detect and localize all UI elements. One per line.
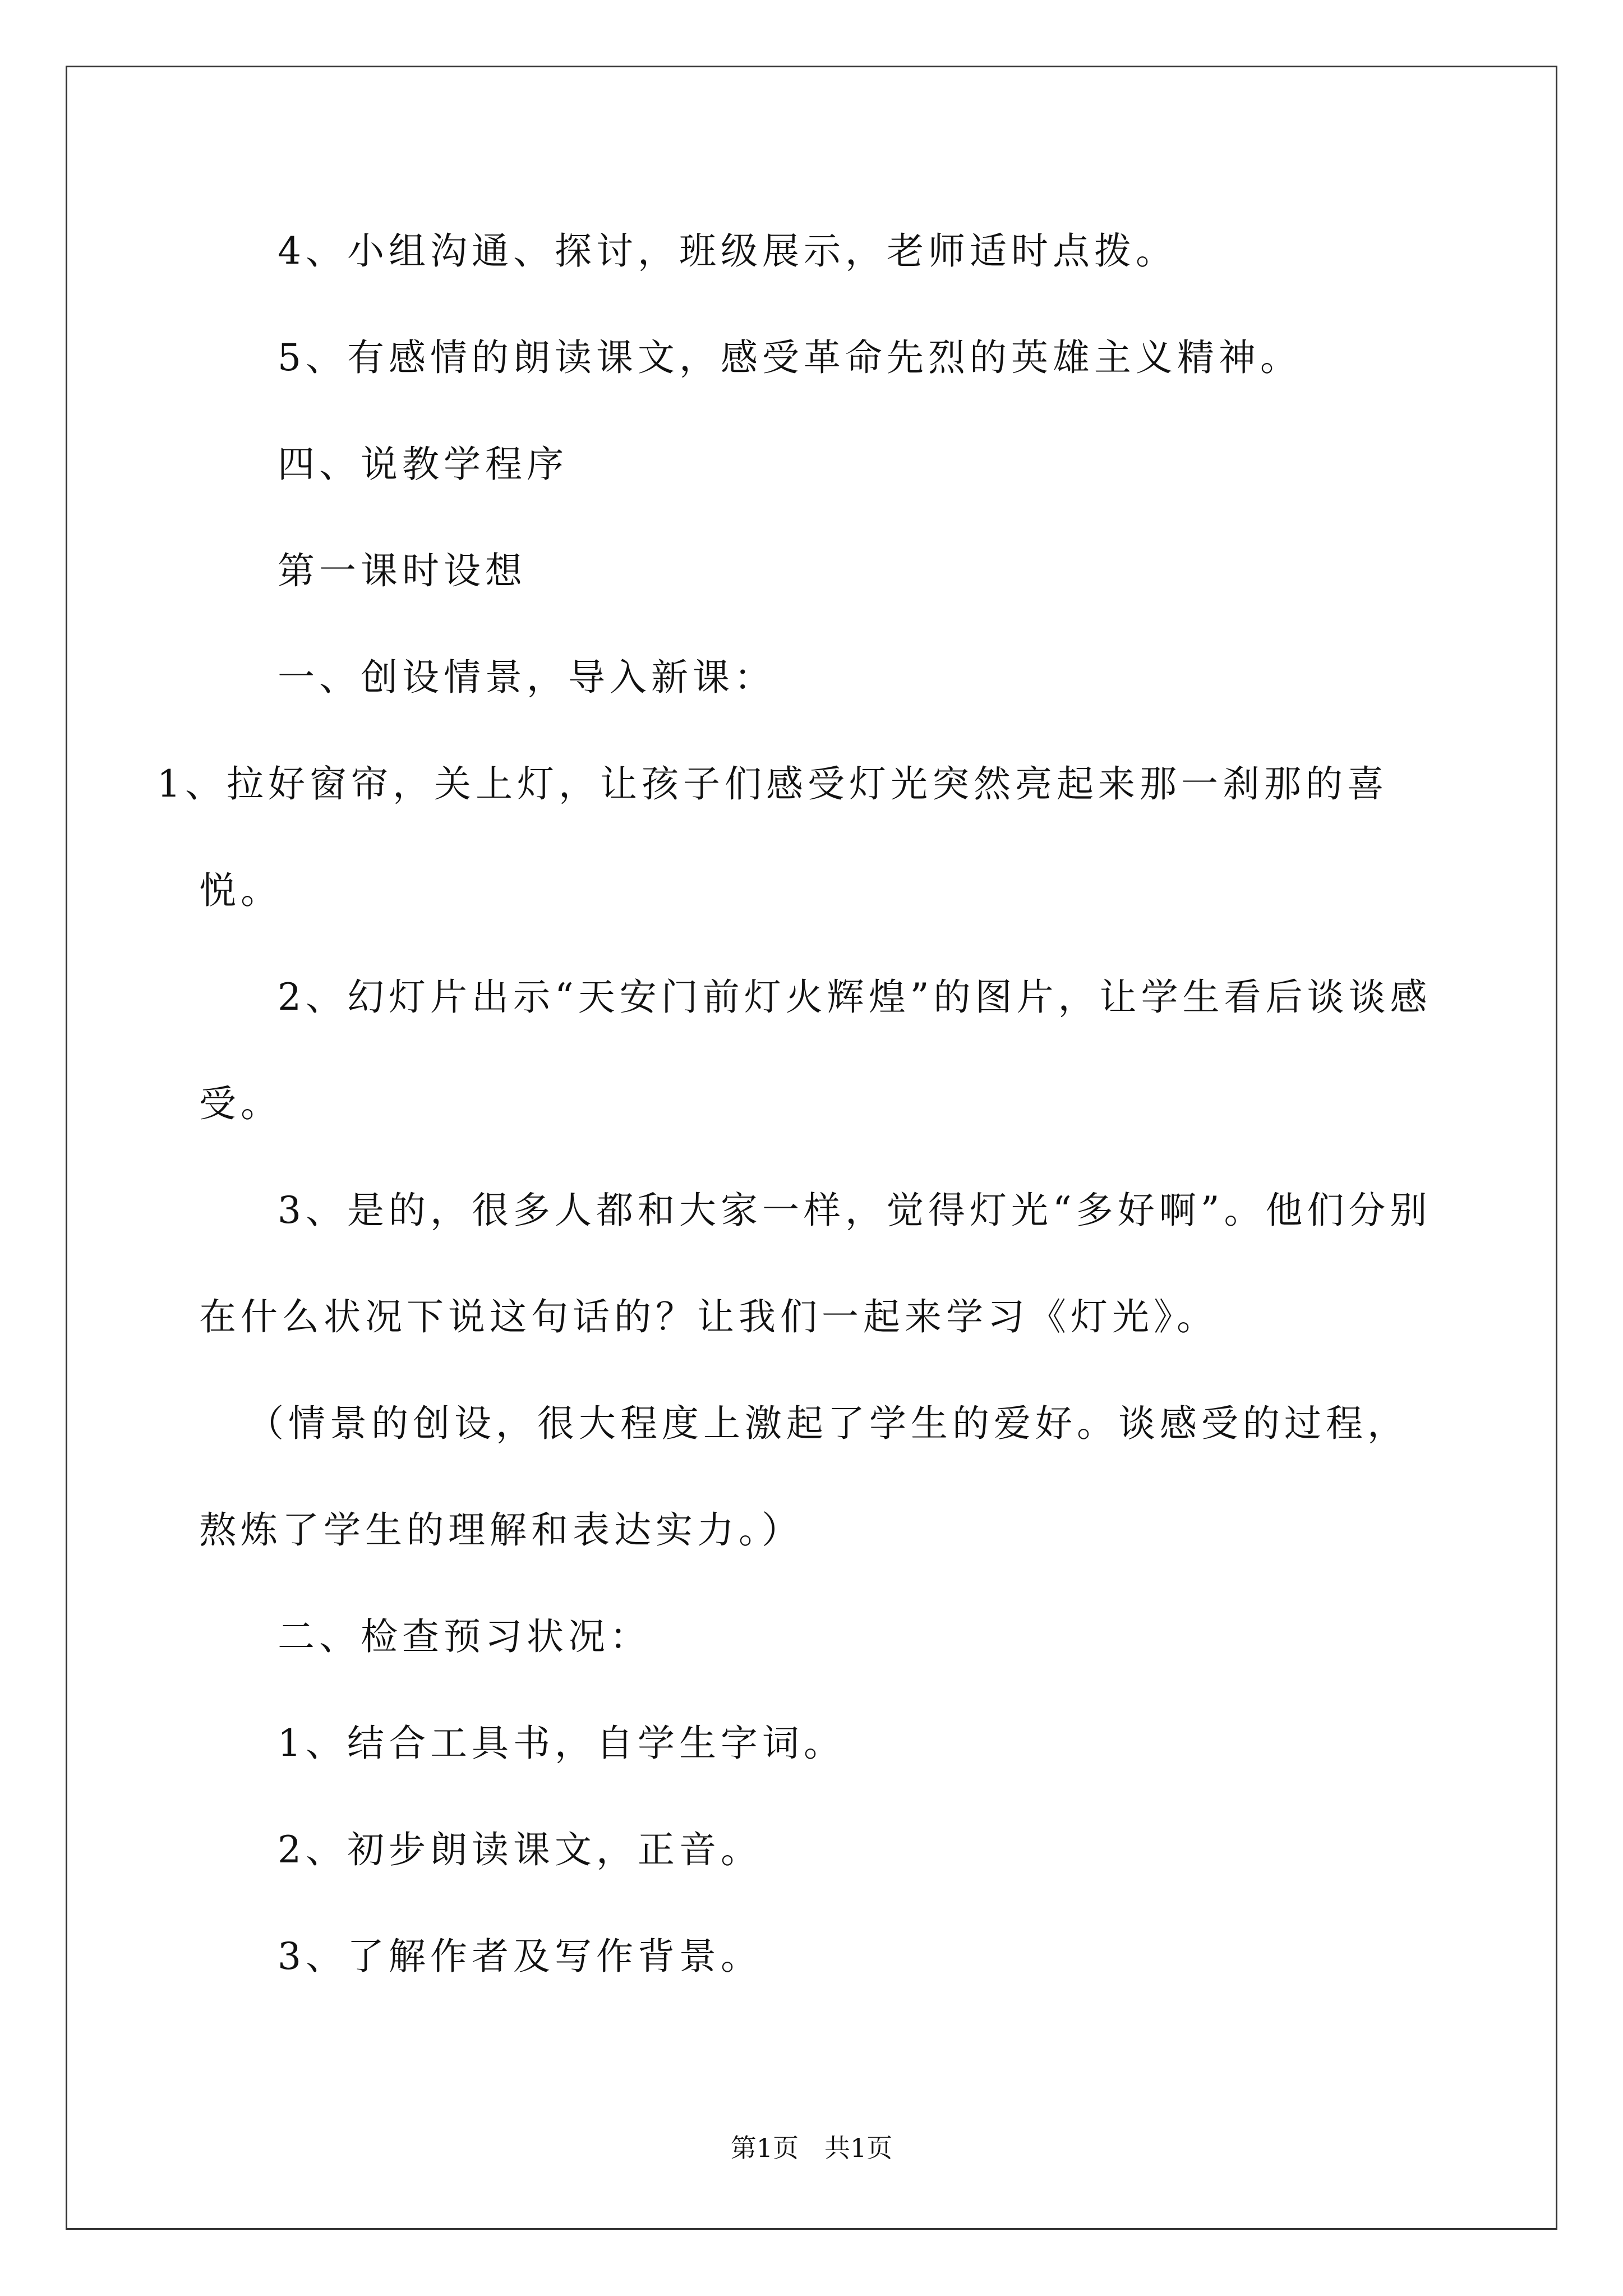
section-heading-2: 二、检查预习状况：	[278, 1615, 651, 1658]
paragraph-item-4: 4、小组沟通、探讨，班级展示，老师适时点拨。	[278, 229, 1177, 273]
preview-item-1: 1、结合工具书，自学生字词。	[278, 1722, 845, 1765]
preview-item-2: 2、初步朗读课文，正音。	[278, 1828, 762, 1871]
paragraph-step-1-line-1: 1、拉好窗帘，关上灯，让孩子们感受灯光突然亮起来那一刹那的喜	[157, 762, 1389, 806]
section-heading-1: 一、创设情景，导入新课：	[278, 656, 776, 699]
page-border	[66, 66, 1557, 2230]
paragraph-step-3-line-1: 3、是的，很多人都和大家一样，觉得灯光“多好啊”。他们分别	[278, 1189, 1432, 1232]
page-footer: 第1页 共1页	[730, 2133, 893, 2163]
paragraph-step-1-line-2: 悦。	[199, 869, 282, 912]
paragraph-note-line-2: 熬炼了学生的理解和表达实力。）	[199, 1508, 803, 1552]
preview-item-3: 3、了解作者及写作背景。	[278, 1935, 762, 1978]
paragraph-step-2-line-2: 受。	[199, 1082, 282, 1125]
section-heading-4: 四、说教学程序	[278, 443, 568, 486]
paragraph-item-5: 5、有感情的朗读课文，感受革命先烈的英雄主义精神。	[278, 336, 1302, 379]
paragraph-step-2-line-1: 2、幻灯片出示“天安门前灯火辉煌”的图片，让学生看后谈谈感	[278, 976, 1432, 1019]
paragraph-step-3-line-2: 在什么状况下说这句话的？让我们一起来学习《灯光》。	[199, 1295, 1218, 1338]
subsection-heading: 第一课时设想	[278, 549, 527, 592]
paragraph-note-line-1: （情景的创设，很大程度上激起了学生的爱好。谈感受的过程，	[247, 1402, 1409, 1445]
